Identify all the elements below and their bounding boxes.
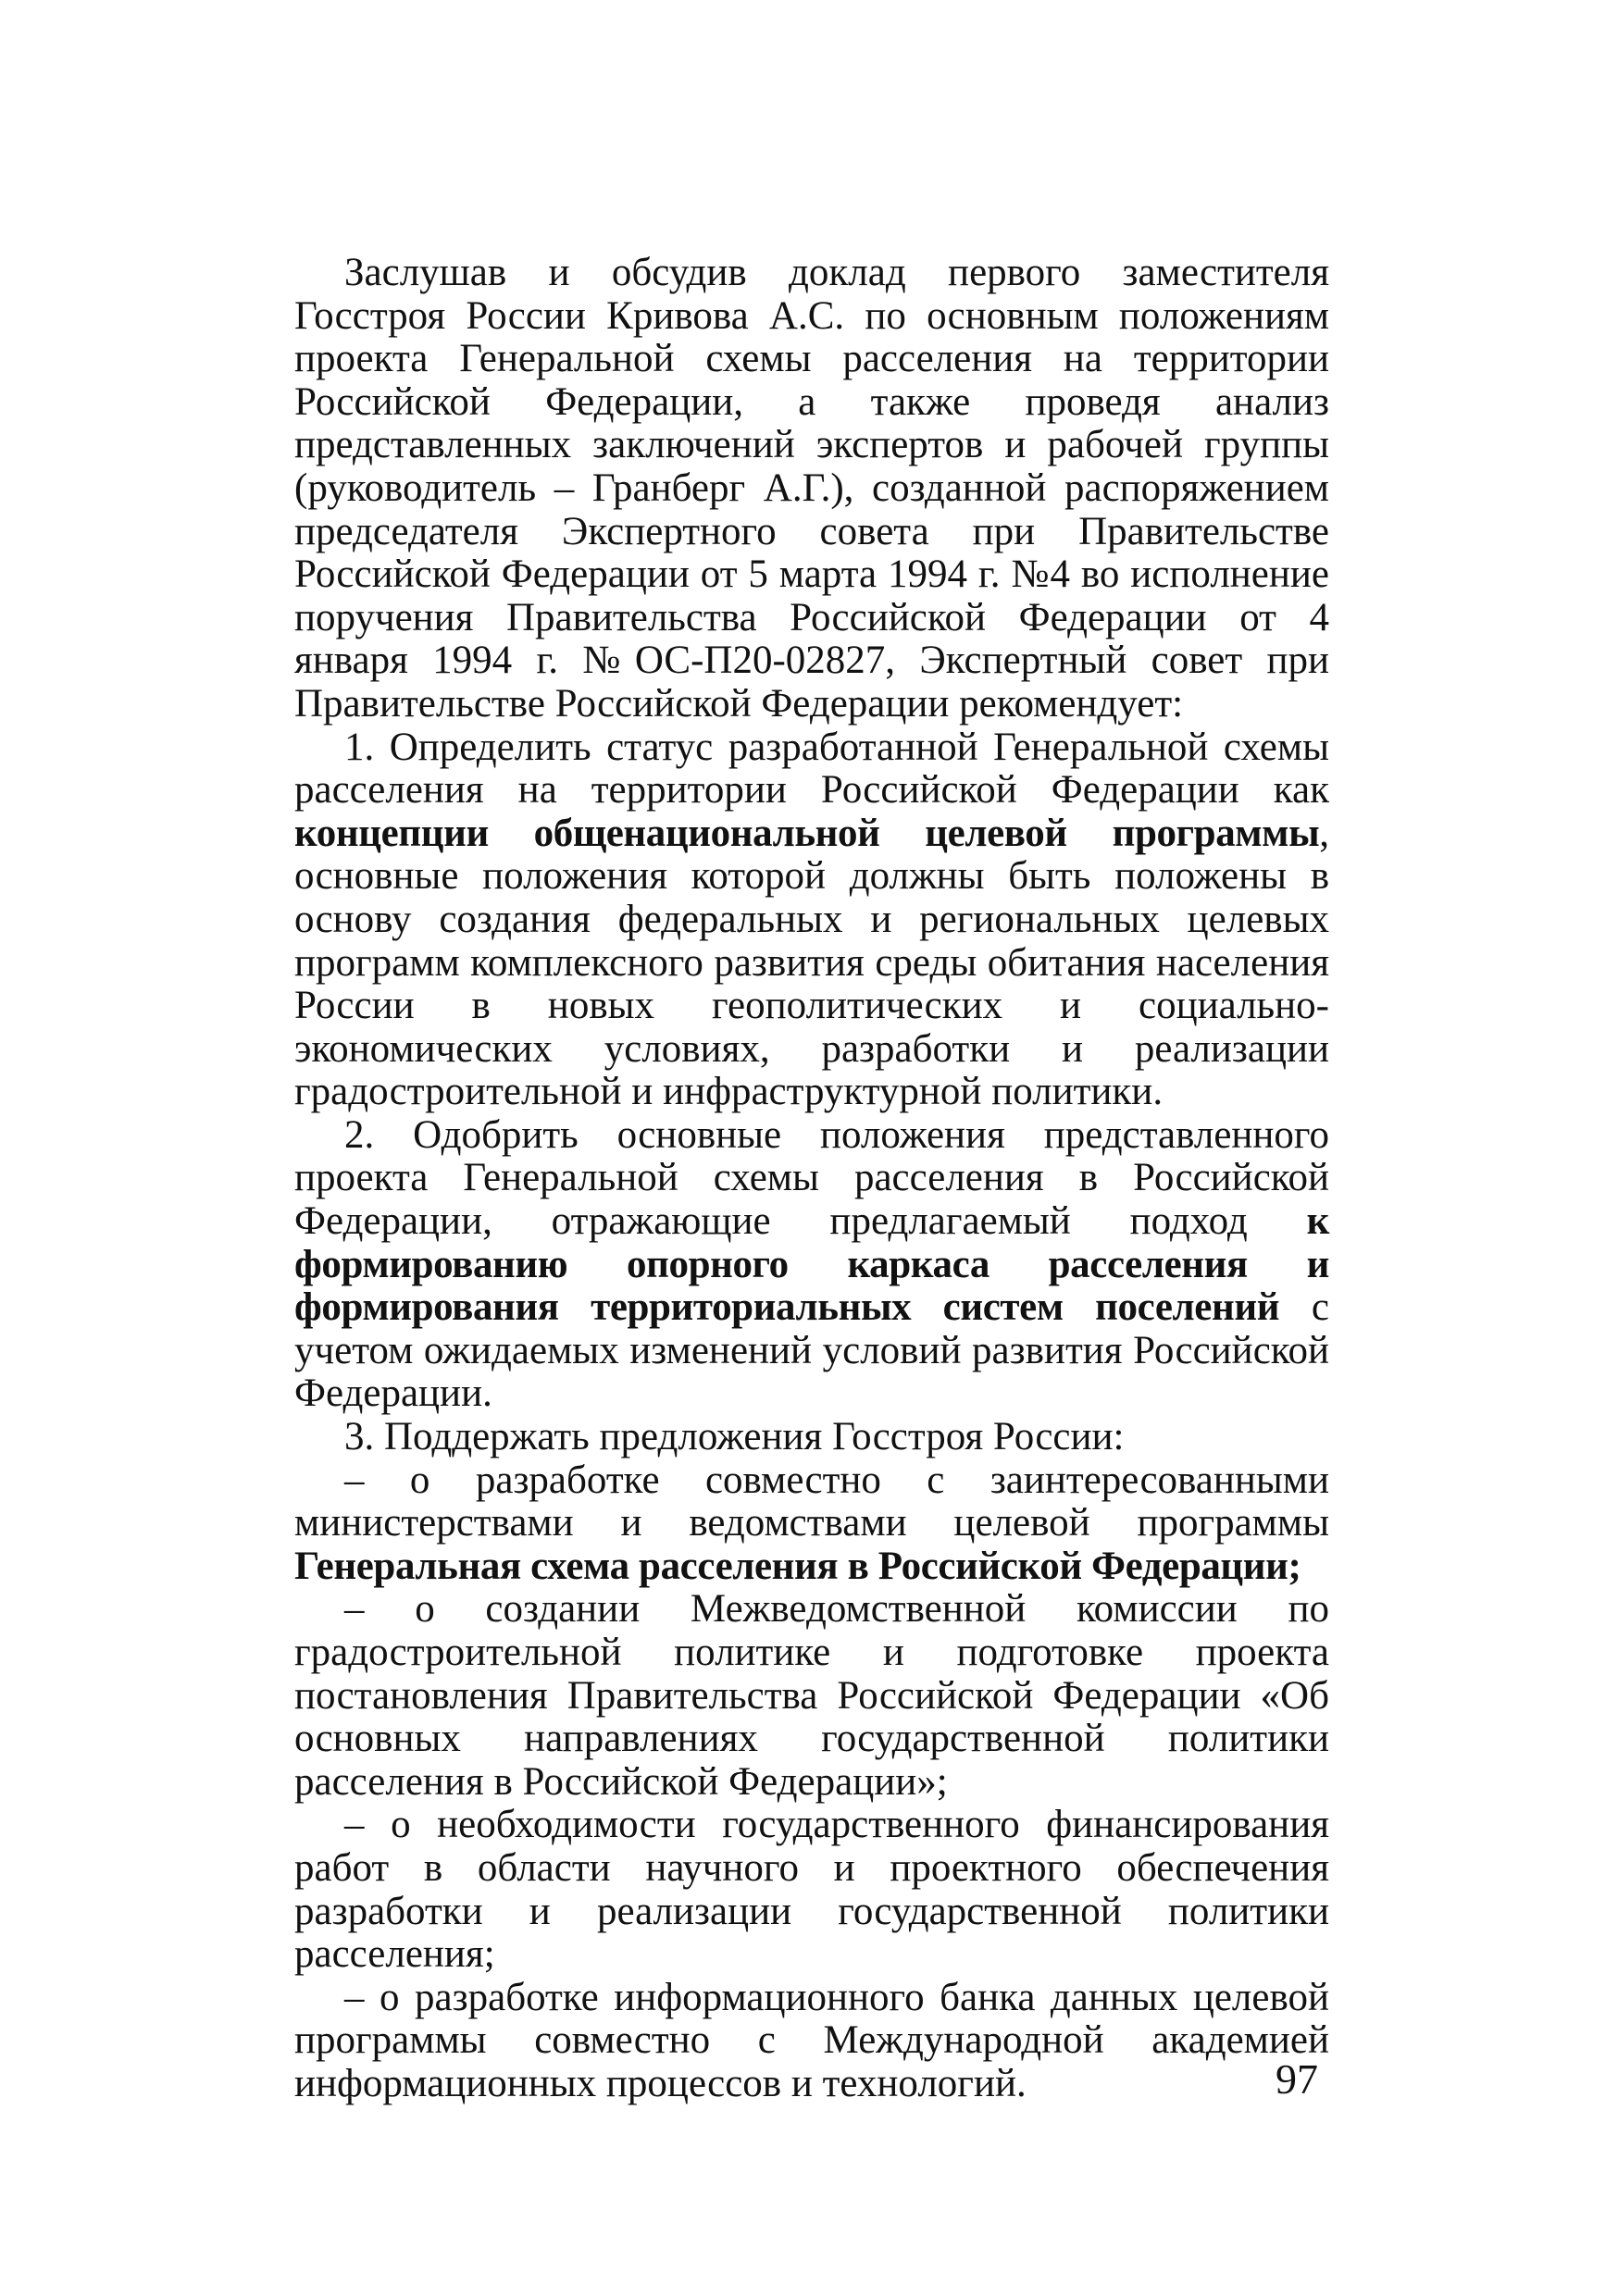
paragraph-dash-1 — [294, 1459, 1329, 1589]
text-segment: , основные положения которой должны быть положены в основу создания федеральных и региональных целевых программ комплексного развития среды обитания населения России в новых геополитических и социально-экономических условиях, разработки и реализации градостроительной и инфраструктурной политики. — [294, 811, 1329, 1114]
paragraph-dash-4 — [294, 1977, 1329, 2106]
text-segment: 2. Одобрить основные положения представленного проекта Генеральной схемы расселения в Российской Федерации, отражающие предлагаемый подход — [294, 1112, 1329, 1244]
text-segment: 1. Определить статус разработанной Генеральной схемы расселения на территории Российской Федерации как — [294, 725, 1329, 813]
paragraph-dash-3 — [294, 1804, 1329, 1976]
bold-segment: концепции общенациональной целевой программы — [294, 811, 1320, 855]
text-segment: с учетом ожидаемых изменений условий развития Российской Федерации. — [294, 1285, 1329, 1416]
text-segment: 3. Поддержать предложения Госстроя России: — [344, 1415, 1125, 1459]
paragraph-item-1 — [294, 726, 1329, 1114]
paragraph-item-2 — [294, 1114, 1329, 1416]
body-text — [294, 252, 1329, 2106]
paragraph-intro — [294, 252, 1329, 726]
bold-segment: к формированию опорного каркаса расселения и формирования территориальных систем поселений — [294, 1199, 1329, 1330]
text-segment: – о создании Межведомственной комиссии по градостроительной политике и подготовке проекта постановления Правительства Российской Федерации «Об основных направлениях государственной политики расселения в Российской Федерации»; — [294, 1587, 1329, 1804]
paragraph-item-3 — [294, 1416, 1329, 1459]
bold-segment: Генеральная схема расселения в Российской Федерации; — [294, 1544, 1301, 1588]
text-segment: – о разработке совместно с заинтересованными министерствами и ведомствами целевой программы — [294, 1458, 1329, 1545]
text-segment: – о разработке информационного банка данных целевой программы совместно с Международной академией информационных процессов и технологий. — [294, 1975, 1329, 2105]
text-segment: – о необходимости государственного финансирования работ в области научного и проектного обеспечения разработки и реализации государственной политики расселения; — [294, 1803, 1329, 1977]
paragraph-dash-2 — [294, 1588, 1329, 1804]
page-number: 97 — [1276, 2055, 1318, 2103]
text-segment: Заслушав и обсудив доклад первого заместителя Госстроя России Кривова А.С. по основным положениям проекта Генеральной схемы расселения на территории Российской Федерации, а также проведя анализ представленных заключений экспертов и рабочей группы (руководитель – Гранберг А.Г.), созданной распоряжением председателя Экспертного совета при Правительстве Российской Федерации от 5 марта 1994 г. №4 во исполнение поручения Правительства Российской Федерации от 4 января 1994 г. №ОС-П20-02827, Экспертный совет при Правительстве Российской Федерации рекомендует: — [294, 251, 1329, 726]
